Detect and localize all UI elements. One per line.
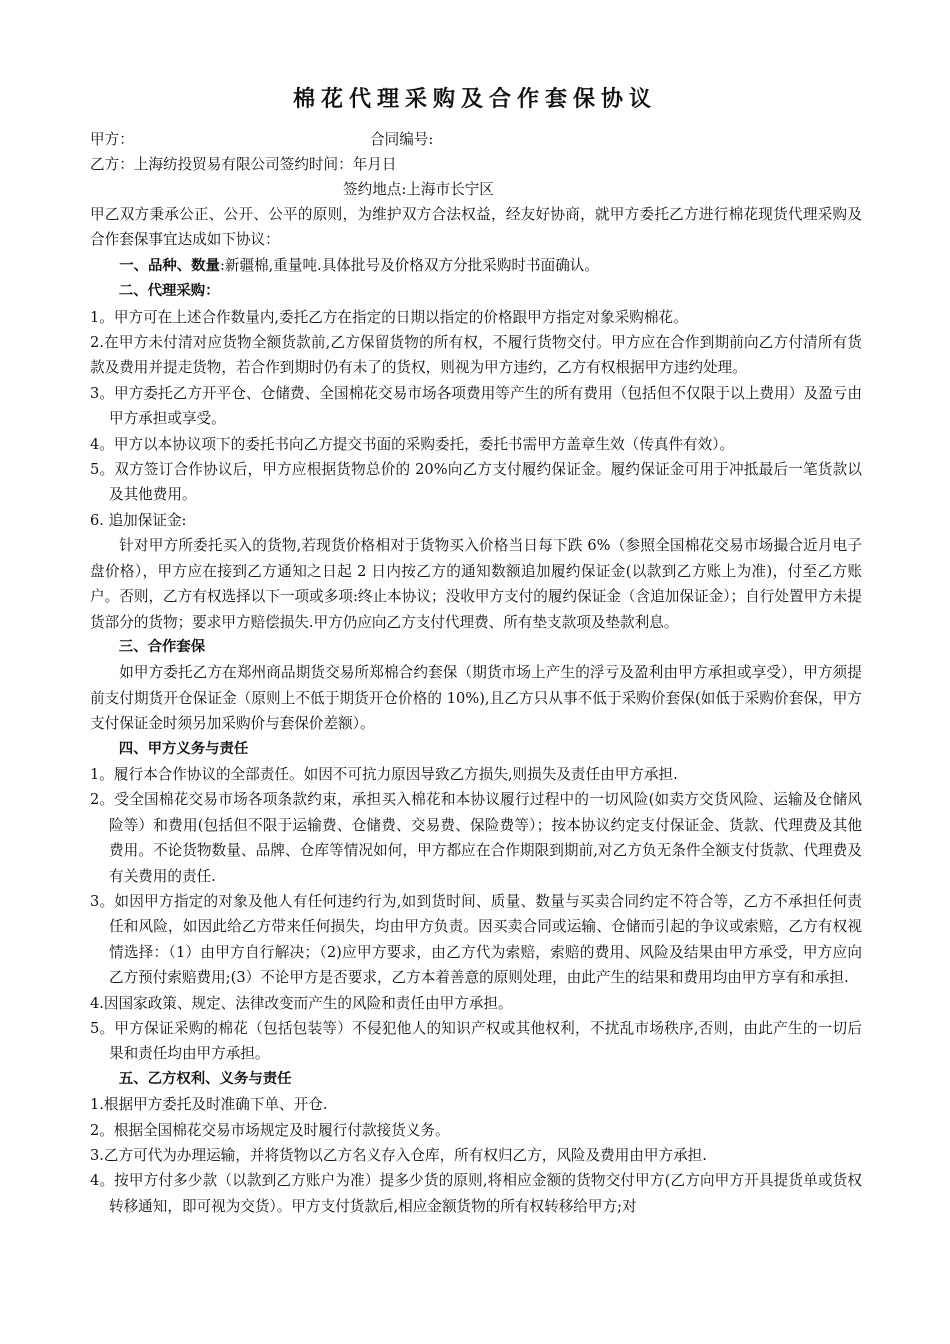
document-title: 棉花代理采购及合作套保协议 <box>292 87 657 112</box>
section-1-text: :新疆棉,重量吨.具体批号及价格双方分批采购时书面确认。 <box>219 256 599 274</box>
party-b-line: 乙方：上海纺投贸易有限公司签约时间：年月日 <box>90 156 397 173</box>
section-4-item: 5。甲方保证采购的棉花（包括包装等）不侵犯他人的知识产权或其他权利，不扰乱市场秩序,否则，由此产生的一切后果和责任均由甲方承担。 <box>90 1020 862 1063</box>
contract-body <box>90 202 862 1219</box>
section-5-item: 3.乙方可代为办理运输，并将货物以乙方名义存入仓库，所有权归乙方，风险及费用由甲方承担. <box>90 1147 707 1165</box>
section-5-heading: 五、乙方权利、义务与责任 <box>118 1070 292 1087</box>
section-5-item: 2。根据全国棉花交易市场规定及时履行付款接货义务。 <box>90 1121 450 1139</box>
section-1-heading: 一、品种、数量 <box>119 257 220 274</box>
section-4-item: 1。履行本合作协议的全部责任。如因不可抗力原因导致乙方损失,则损失及责任由甲方承担. <box>90 765 678 783</box>
section-1 <box>90 253 862 279</box>
section-2-heading: 二、代理采购： <box>118 283 220 300</box>
section-4-item: 4.因国家政策、规定、法律改变而产生的风险和责任由甲方承担。 <box>90 994 513 1012</box>
section-4-item: 2。受全国棉花交易市场各项条款约束，承担买入棉花和本协议履行过程中的一切风险(如卖方交货风险、运输及仓储风险等）和费用(包括但不限于运输费、仓储费、交易费、保险费等）；按本协议约定支付保证金、货款、代理费及其他费用。不论货物数量、品牌、仓库等情况如何，甲方都应在合作期限到期前,对乙方负无条件全额支付货款、代理费及有关费用的责任. <box>90 791 862 885</box>
section-5-item: 1.根据甲方委托及时准确下单、开仓. <box>90 1096 328 1114</box>
section-2-item: 5。双方签订合作协议后，甲方应根据货物总价的 20%向乙方支付履约保证金。履约保证金可用于冲抵最后一笔货款以及其他费用。 <box>90 461 862 504</box>
section-2-item: 6. 追加保证金: <box>90 511 187 529</box>
section-4-item: 3。如因甲方指定的对象及他人有任何违约行为,如到货时间、质量、数量与买卖合同约定不符合等，乙方不承担任何责任和风险，如因此给乙方带来任何损失，均由甲方负责。因买卖合同或运输、仓储而引起的争议或索赔，乙方有权视情选择：（1）由甲方自行解决；（2)应甲方要求，由乙方代为索赔，索赔的费用、风险及结果由甲方承受，甲方应向乙方预付索赔费用;(3）不论甲方是否要求，乙方本着善意的原则处理，由此产生的结果和费用均由甲方享有和承担. <box>90 892 862 987</box>
section-2-item: 3。甲方委托乙方开平仓、仓储费、全国棉花交易市场各项费用等产生的所有费用（包括但不仅限于以上费用）及盈亏由甲方承担或享受。 <box>90 384 862 428</box>
section-2-item: 4。甲方以本协议项下的委托书向乙方提交书面的采购委托，委托书需甲方盖章生效（传真件有效）。 <box>90 435 735 453</box>
section-2-item: 2.在甲方未付清对应货物全额货款前,乙方保留货物的所有权，不履行货物交付。甲方应在合作到期前向乙方付清所有货款及费用并提走货物，若合作到期时仍有未了的货权，则视为甲方违约，乙方有权根据甲方违约处理。 <box>90 334 862 377</box>
section-5-item: 4。按甲方付多少款（以款到乙方账户为准）提多少货的原则,将相应金额的货物交付甲方(乙方向甲方开具提货单或货权转移通知，即可视为交货）。甲方支付货款后,相应金额货物的所有权转移给甲方;对 <box>90 1172 862 1215</box>
section-3-heading: 三、合作套保 <box>118 638 206 655</box>
contract-number-label: 合同编号: <box>370 131 434 148</box>
section-2-item: 1。甲方可在上述合作数量内,委托乙方在指定的日期以指定的价格跟甲方指定对象采购棉花。 <box>90 308 688 326</box>
section-4-heading: 四、甲方义务与责任 <box>118 740 249 757</box>
signing-place: 签约地点:上海市长宁区 <box>343 181 494 198</box>
party-a-label: 甲方： <box>90 131 134 148</box>
section-3-paragraph: 如甲方委托乙方在郑州商品期货交易所郑棉合约套保（期货市场上产生的浮亏及盈利由甲方承担或享受），甲方须提前支付期货开仓保证金（原则上不低于期货开仓价格的 10%),且乙方只从事不低于采购价套保(如低于采购价套保，甲方支付保证金时须另加采购价与套保价差额）。 <box>90 664 862 733</box>
margin-call-paragraph: 针对甲方所委托买入的货物,若现货价格相对于货物买入价格当日每下跌 6%（参照全国棉花交易市场撮合近月电子盘价格），甲方应在接到乙方通知之日起 2 日内按乙方的通知数额追加履约保证金(以款到乙方账上为准)，付至乙方账户。否则，乙方有权选择以下一项或多项:终止本协议；没收甲方支付的履约保证金（含追加保证金）；自行处置甲方未提货部分的货物；要求甲方赔偿损失.甲方仍应向乙方支付代理费、所有垫支款项及垫款利息。 <box>90 537 862 631</box>
intro-paragraph: 甲乙双方秉承公正、公开、公平的原则，为维护双方合法权益，经友好协商，就甲方委托乙方进行棉花现货代理采购及合作套保事宜达成如下协议： <box>90 206 862 249</box>
